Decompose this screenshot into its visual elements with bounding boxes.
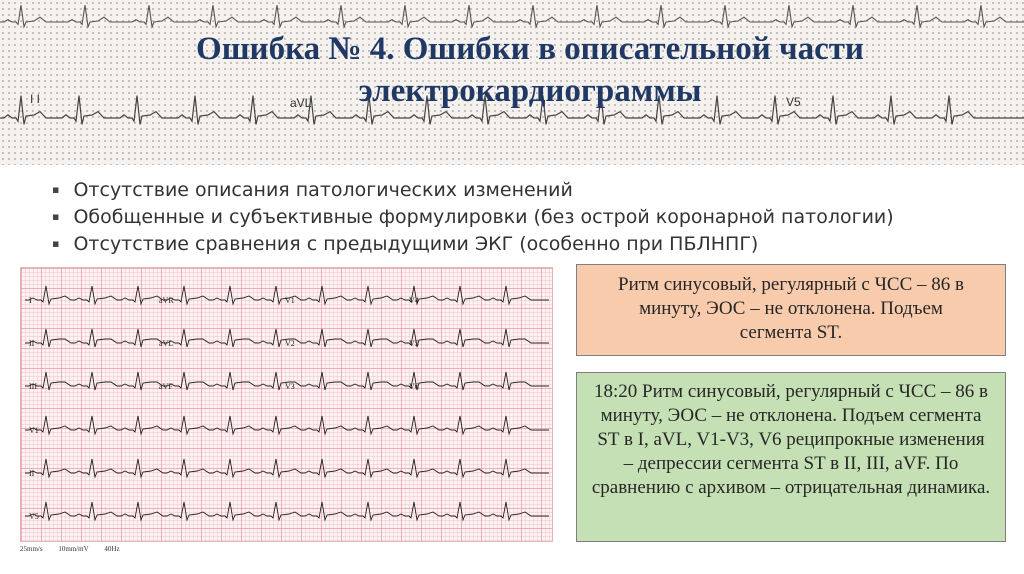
slide-title-line: электрокардиограммы bbox=[358, 73, 702, 109]
ecg-lead-label: V5 bbox=[409, 339, 419, 348]
ecg-lead-trace bbox=[25, 416, 549, 434]
ecg-lead-label: II bbox=[29, 339, 35, 348]
ecg-footer bbox=[20, 545, 134, 553]
ecg-lead-trace bbox=[25, 502, 549, 520]
slide-title bbox=[80, 28, 980, 112]
ecg-lead-label: V2 bbox=[285, 339, 295, 348]
ecg-lead-label: V3 bbox=[285, 382, 295, 391]
bullet-item: ▪ Отсутствие сравнения с предыдущими ЭКГ (особенно при ПБЛНПГ) bbox=[52, 230, 894, 257]
ecg-footer-item: 40Hz bbox=[104, 545, 120, 553]
ecg-lead-label: V5 bbox=[29, 512, 39, 521]
ecg-lead-label: V4 bbox=[409, 296, 419, 305]
bullet-item: ▪ Обобщенные и субъективные формулировки (без острой коронарной патологии) bbox=[52, 203, 894, 230]
ecg-lead-label: III bbox=[29, 382, 37, 391]
ecg-lead-label: V1 bbox=[285, 296, 295, 305]
ecg-lead-label: aVF bbox=[159, 382, 173, 391]
ecg-lead-label: aVR bbox=[159, 296, 174, 305]
ecg-banner bbox=[0, 0, 1024, 165]
ecg-traces bbox=[21, 268, 554, 543]
banner-lead-label: aVL bbox=[290, 96, 312, 110]
ecg-lead-label: V6 bbox=[409, 382, 419, 391]
bullet-item: ▪ Отсутствие описания патологических изменений bbox=[52, 176, 894, 203]
incorrect-description-text: Ритм синусовый, регулярный с ЧСС – 86 в минуту, ЭОС – не отклонена. Подъем сегмента ST. bbox=[618, 274, 964, 343]
ecg-lead-label: V1 bbox=[29, 426, 39, 435]
ecg-footer-item: 25mm/s bbox=[20, 545, 43, 553]
banner-lead-label: V5 bbox=[786, 95, 801, 109]
ecg-lead-label: aVL bbox=[159, 339, 174, 348]
bullet-list bbox=[52, 176, 894, 257]
ecg-image bbox=[20, 267, 553, 542]
banner-lead-label: I I bbox=[30, 92, 41, 106]
banner-trace-line bbox=[0, 5, 1024, 27]
ecg-lead-label: I bbox=[29, 296, 32, 305]
correct-description-text: 18:20 Ритм синусовый, регулярный с ЧСС – 86 в минуту, ЭОС – не отклонена. Подъем сегмента ST в I, aVL, V1-V3, V6 реципрокные изменения – депрессии сегмента ST в II, III, aVF. По сравнению с архивом – отрицательная динамика. bbox=[591, 381, 991, 498]
slide-title-line: Ошибка № 4. Ошибки в описательной части bbox=[196, 31, 864, 67]
ecg-lead-trace bbox=[25, 459, 549, 477]
ecg-lead-label: II bbox=[29, 469, 35, 478]
correct-description-box bbox=[576, 372, 1006, 542]
incorrect-description-box bbox=[576, 264, 1006, 356]
ecg-footer-item: 10mm/mV bbox=[58, 545, 89, 553]
